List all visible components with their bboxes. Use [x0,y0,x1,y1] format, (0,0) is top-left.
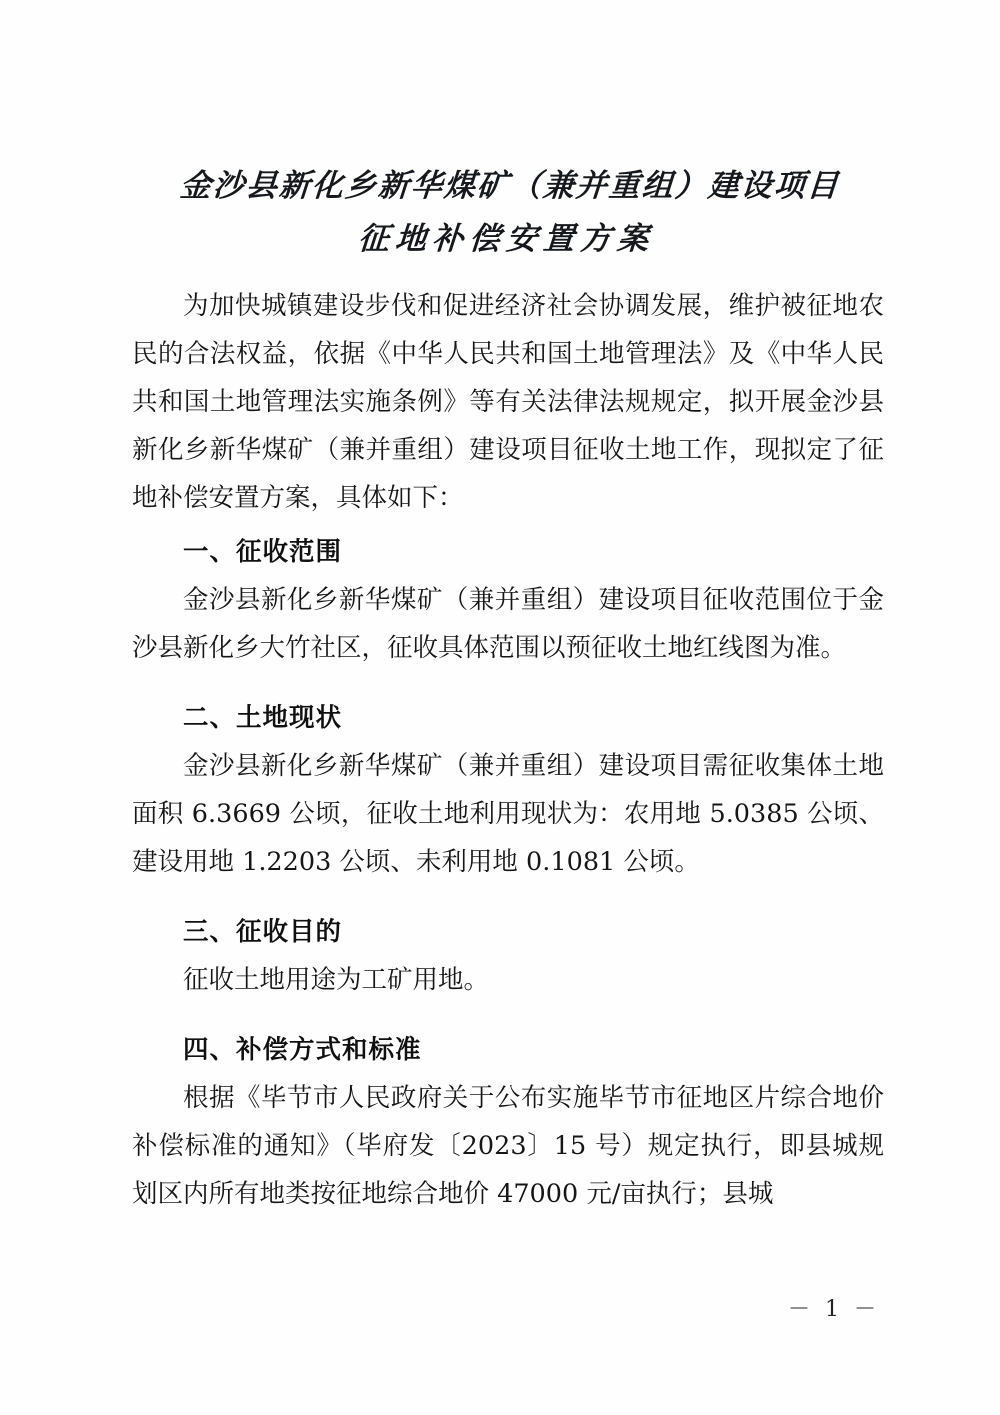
section-heading-4: 四、补偿方式和标准 [183,1035,422,1065]
title-line-2: 征地补偿安置方案 [356,221,656,257]
document-body [132,160,884,1218]
section-heading-2: 二、土地现状 [183,703,343,733]
section-body-4: 根据《毕节市人民政府关于公布实施毕节市征地区片综合地价补偿标准的通知》（毕府发〔2023〕15 号）规定执行，即县城规划区内所有地类按征地综合地价 47000 元/亩执行；县城 [132,1083,884,1209]
section-heading-3: 三、征收目的 [183,917,343,947]
page-number: － 1 － [788,1297,880,1322]
section-body-3: 征收土地用途为工矿用地。 [183,965,490,995]
intro-paragraph: 为加快城镇建设步伐和促进经济社会协调发展，维护被征地农民的合法权益，依据《中华人民共和国土地管理法》及《中华人民共和国土地管理法实施条例》等有关法律法规规定，拟开展金沙县新化乡新华煤矿（兼并重组）建设项目征收土地工作，现拟定了征地补偿安置方案，具体如下： [132,291,884,513]
section-body-2: 金沙县新化乡新华煤矿（兼并重组）建设项目需征收集体土地面积 6.3669 公顷，征收土地利用现状为：农用地 5.0385 公顷、建设用地 1.2203 公顷、未利用地 0.1081 公顷。 [132,751,884,877]
title-line-1: 金沙县新化乡新华煤矿（兼并重组）建设项目 [178,168,842,204]
section-body-1: 金沙县新化乡新华煤矿（兼并重组）建设项目征收范围位于金沙县新化乡大竹社区，征收具体范围以预征收土地红线图为准。 [132,585,884,663]
page-title [128,160,887,266]
section-heading-1: 一、征收范围 [183,537,343,567]
